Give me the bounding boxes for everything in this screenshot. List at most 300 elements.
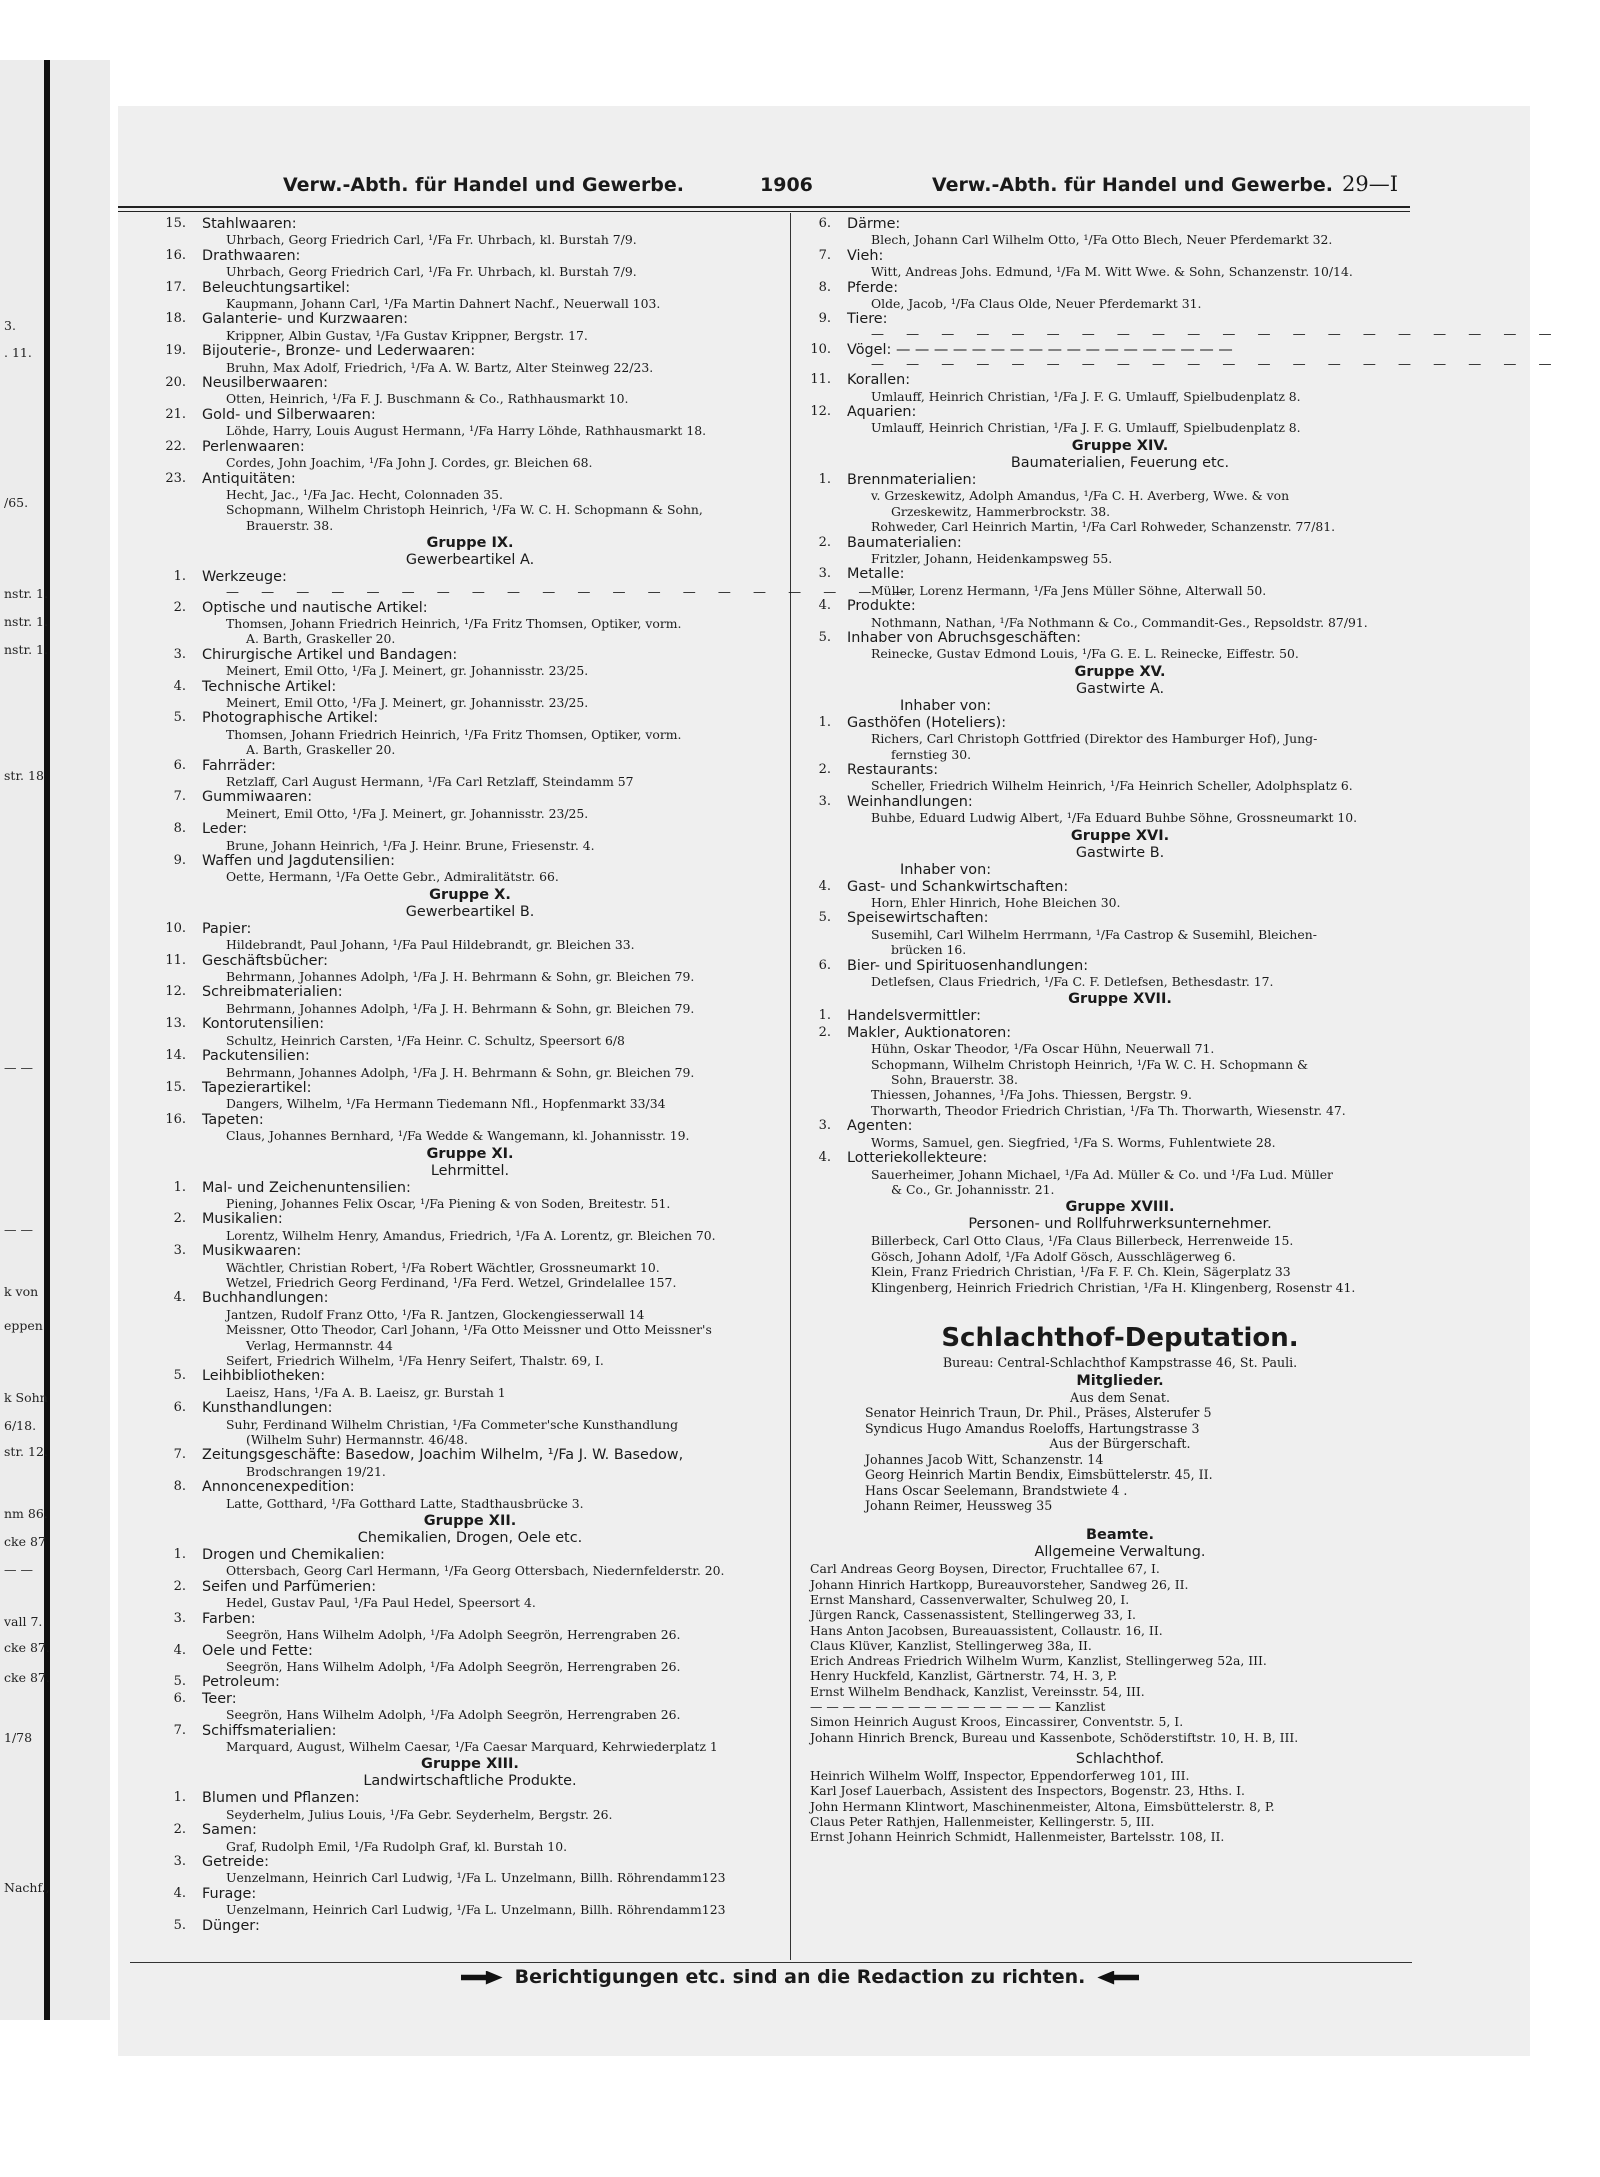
category-label: Kontorutensilien: — [202, 1016, 325, 1033]
category-number: 11. — [165, 952, 186, 968]
left-category — [160, 407, 780, 423]
right-category — [805, 472, 1435, 488]
category-label: Oele und Fette: — [202, 1642, 313, 1659]
category-number: 6. — [818, 216, 831, 231]
category-number: 18. — [165, 311, 186, 327]
left-category — [160, 1048, 780, 1064]
right-entry: v. Grzeskewitz, Adolph Amandus, ¹/Fa C. H. Averberg, Wwe. & von — [871, 488, 1290, 504]
right-entry: Rohweder, Carl Heinrich Martin, ¹/Fa Carl Rohweder, Schanzenstr. 77/81. — [871, 519, 1336, 535]
left-entry: Ottersbach, Georg Carl Hermann, ¹/Fa Georg Ottersbach, Niedernfelderstr. 20. — [226, 1563, 725, 1579]
category-label: Antiquitäten: — [202, 470, 296, 487]
category-label: Tapeten: — [202, 1111, 264, 1128]
right-entry: Umlauff, Heinrich Christian, ¹/Fa J. F. G. Umlauff, Spielbudenplatz 8. — [871, 420, 1301, 436]
category-label: Farben: — [202, 1610, 256, 1627]
right-entry-continued: & Co., Gr. Johannisstr. 21. — [891, 1181, 1055, 1197]
category-number: 1. — [173, 569, 186, 585]
right-column-list — [805, 216, 1561, 1295]
left-category — [160, 1290, 780, 1306]
left-entry-continued: A. Barth, Graskeller 20. — [246, 631, 396, 647]
right-category — [805, 535, 1435, 551]
category-label: Werkzeuge: — [202, 569, 287, 586]
category-number: 17. — [165, 279, 186, 295]
category-number: 1. — [818, 471, 831, 487]
verwaltung-person: Simon Heinrich August Kroos, Eincassirer, Conventstr. 5, I. — [810, 1714, 1184, 1730]
left-empty-dashes: — — — — — — — — — — — — — — — — — — — — — [226, 584, 916, 600]
category-number: 10. — [165, 920, 186, 936]
buerger-member: Johann Reimer, Heussweg 35 — [865, 1497, 1053, 1513]
allg-verwaltung-label: Allgemeine Verwaltung. — [1034, 1544, 1206, 1561]
left-category — [160, 1579, 780, 1595]
senat-list — [805, 1405, 1435, 1436]
category-label: Aquarien: — [847, 404, 917, 421]
category-number: 6. — [173, 1400, 186, 1416]
verwaltung-person: Hans Anton Jacobsen, Bureauassistent, Collaustr. 16, II. — [810, 1622, 1163, 1638]
category-label: Tiere: — [847, 311, 888, 328]
previous-page-fragment: cke 87. — [4, 1640, 50, 1655]
left-category — [160, 1112, 780, 1128]
category-number: 2. — [173, 599, 186, 615]
category-label: Musikwaaren: — [202, 1243, 302, 1260]
right-entry-continued: Sohn, Brauerstr. 38. — [891, 1072, 1018, 1088]
left-category — [160, 1547, 780, 1563]
right-category — [805, 342, 1435, 358]
right-entry: Susemihl, Carl Wilhelm Herrmann, ¹/Fa Castrop & Susemihl, Bleichen- — [871, 926, 1317, 942]
category-label: Schiffsmaterialien: — [202, 1722, 337, 1739]
category-number: 14. — [165, 1048, 186, 1064]
left-entry: Kaupmann, Johann Carl, ¹/Fa Martin Dahnert Nachf., Neuerwall 103. — [226, 296, 661, 312]
category-label: Papier: — [202, 920, 252, 937]
left-category — [160, 248, 780, 264]
category-number: 9. — [818, 311, 831, 327]
left-category — [160, 1918, 780, 1934]
right-group-heading: Gruppe XV. — [1074, 663, 1166, 680]
right-entry: Detlefsen, Claus Friedrich, ¹/Fa C. F. Detlefsen, Bethesdastr. 17. — [871, 974, 1274, 990]
left-category — [160, 710, 780, 726]
left-entry: Hecht, Jac., ¹/Fa Jac. Hecht, Colonnaden 35. — [226, 486, 503, 502]
category-label: Technische Artikel: — [202, 678, 337, 695]
category-label: Optische und nautische Artikel: — [202, 599, 428, 616]
right-empty-dashes: — — — — — — — — — — — — — — — — — — — — — [871, 357, 1561, 373]
category-label: Stahlwaaren: — [202, 216, 297, 232]
left-category — [160, 1368, 780, 1384]
previous-page-fragment: cke 87 — [4, 1534, 46, 1549]
left-entry: Claus, Johannes Bernhard, ¹/Fa Wedde & Wangemann, kl. Johannisstr. 19. — [226, 1128, 690, 1144]
left-entry: Thomsen, Johann Friedrich Heinrich, ¹/Fa Fritz Thomsen, Optiker, vorm. — [226, 726, 682, 742]
category-label: Furage: — [202, 1885, 257, 1902]
category-number: 19. — [165, 343, 186, 359]
left-entry: Behrmann, Johannes Adolph, ¹/Fa J. H. Behrmann & Sohn, gr. Bleichen 79. — [226, 969, 695, 985]
left-entry: Retzlaff, Carl August Hermann, ¹/Fa Carl Retzlaff, Steindamm 57 — [226, 774, 634, 789]
category-label: Leder: — [202, 821, 248, 838]
right-category — [805, 311, 1435, 327]
right-entry: Reinecke, Gustav Edmond Louis, ¹/Fa G. E. L. Reinecke, Eiffestr. 50. — [871, 646, 1299, 662]
left-entry: Wetzel, Friedrich Georg Ferdinand, ¹/Fa Ferd. Wetzel, Grindelallee 157. — [226, 1274, 677, 1290]
left-entry: Brune, Johann Heinrich, ¹/Fa J. Heinr. Brune, Friesenstr. 4. — [226, 837, 595, 853]
category-number: 5. — [173, 1368, 186, 1384]
right-entry: Müller, Lorenz Hermann, ¹/Fa Jens Müller Söhne, Alterwall 50. — [871, 582, 1267, 598]
left-category — [160, 921, 780, 937]
left-entry: Seyderhelm, Julius Louis, ¹/Fa Gebr. Seyderhelm, Bergstr. 26. — [226, 1806, 613, 1822]
category-label: Schreibmaterialien: — [202, 984, 343, 1001]
category-label: Bijouterie-, Bronze- und Lederwaaren: — [202, 343, 476, 360]
category-label: Handelsvermittler: — [847, 1008, 981, 1025]
category-number: 10. — [810, 341, 831, 357]
left-entry: Meinert, Emil Otto, ¹/Fa J. Meinert, gr. Johannisstr. 23/25. — [226, 805, 589, 821]
category-number: 2. — [818, 761, 831, 777]
left-group-heading: Gruppe IX. — [426, 535, 514, 552]
category-label: Gast- und Schankwirtschaften: — [847, 878, 1069, 895]
category-number: 15. — [165, 216, 186, 231]
left-entry: Thomsen, Johann Friedrich Heinrich, ¹/Fa Fritz Thomsen, Optiker, vorm. — [226, 615, 682, 631]
category-label: Fahrräder: — [202, 757, 276, 774]
category-label: Leihbibliotheken: — [202, 1368, 326, 1385]
category-number: 3. — [818, 1118, 831, 1134]
previous-page-fragment: str. 12. — [4, 1444, 48, 1459]
right-category — [805, 1150, 1435, 1166]
category-number: 7. — [173, 789, 186, 805]
header-year: 1906 — [760, 174, 813, 196]
right-group-subtitle: Gastwirte B. — [1075, 844, 1165, 861]
right-category — [805, 879, 1435, 895]
left-category — [160, 647, 780, 663]
left-entry: Seegrön, Hans Wilhelm Adolph, ¹/Fa Adolph Seegrön, Herrengraben 26. — [226, 1658, 681, 1674]
left-group-subtitle: Lehrmittel. — [430, 1162, 510, 1179]
previous-page-fragment: k Sohn — [4, 1390, 48, 1405]
category-number: 22. — [165, 438, 186, 454]
left-entry: Hildebrandt, Paul Johann, ¹/Fa Paul Hildebrandt, gr. Bleichen 33. — [226, 937, 635, 953]
left-group-subtitle: Gewerbeartikel B. — [405, 903, 535, 920]
category-label: Drogen und Chemikalien: — [202, 1547, 385, 1564]
left-entry: Dangers, Wilhelm, ¹/Fa Hermann Tiedemann Nfl., Hopfenmarkt 33/34 — [226, 1096, 666, 1112]
right-group-heading: Gruppe XVIII. — [1065, 1199, 1175, 1216]
verwaltung-person: Ernst Manshard, Cassenverwalter, Schulweg 20, I. — [810, 1591, 1130, 1607]
category-number: 7. — [173, 1447, 186, 1463]
right-entry-continued: fernstieg 30. — [891, 746, 972, 762]
previous-page-fragment: vall 7. — [4, 1614, 43, 1629]
category-number: 2. — [818, 1024, 831, 1040]
left-entry: Laeisz, Hans, ¹/Fa A. B. Laeisz, gr. Burstah 1 — [226, 1384, 506, 1400]
left-group-heading: Gruppe XIII. — [421, 1756, 519, 1773]
right-category — [805, 372, 1435, 388]
right-category — [805, 1025, 1435, 1041]
category-number: 16. — [165, 1111, 186, 1127]
category-label: Speisewirtschaften: — [847, 910, 989, 927]
left-entry: Schopmann, Wilhelm Christoph Heinrich, ¹/Fa W. C. H. Schopmann & Sohn, — [226, 502, 703, 518]
category-label: Packutensilien: — [202, 1048, 310, 1065]
left-entry-continued: Brauerstr. 38. — [246, 517, 334, 533]
category-label: Vieh: — [847, 247, 884, 264]
left-entry: Latte, Gotthard, ¹/Fa Gotthard Latte, Stadthausbrücke 3. — [226, 1495, 584, 1511]
left-entry: Jantzen, Rudolf Franz Otto, ¹/Fa R. Jantzen, Glockengiesserwall 14 — [226, 1306, 645, 1322]
previous-page-fragment: 1/78 — [4, 1730, 33, 1745]
right-entry: Buhbe, Eduard Ludwig Albert, ¹/Fa Eduard Buhbe Söhne, Grossneumarkt 10. — [871, 810, 1358, 826]
category-number: 15. — [165, 1079, 186, 1095]
left-entry: Bruhn, Max Adolf, Friedrich, ¹/Fa A. W. Bartz, Alter Steinweg 22/23. — [226, 359, 654, 375]
left-category — [160, 789, 780, 805]
category-label: Gasthöfen (Hoteliers): — [847, 714, 1007, 731]
left-group-subtitle: Landwirtschaftliche Produkte. — [363, 1773, 577, 1790]
category-number: 5. — [173, 1674, 186, 1690]
category-label: Geschäftsbücher: — [202, 952, 328, 969]
left-entry-continued: (Wilhelm Suhr) Hermannstr. 46/48. — [246, 1432, 468, 1448]
category-number: 20. — [165, 375, 186, 391]
buerger-label: Aus der Bürgerschaft. — [1049, 1436, 1191, 1452]
left-category — [160, 1447, 780, 1463]
category-label: Agenten: — [847, 1118, 913, 1135]
buerger-list — [805, 1452, 1435, 1514]
category-label: Baumaterialien: — [847, 534, 962, 551]
category-label: Getreide: — [202, 1853, 269, 1870]
left-category — [160, 1611, 780, 1627]
category-label: Musikalien: — [202, 1211, 283, 1228]
left-category — [160, 569, 780, 585]
category-label: Petroleum: — [202, 1674, 280, 1691]
pointing-hand-right-icon — [461, 1971, 503, 1985]
left-entry: Wächtler, Christian Robert, ¹/Fa Robert Wächtler, Grossneumarkt 10. — [226, 1259, 660, 1275]
binding-edge — [44, 60, 50, 2020]
schlachthof-person: John Hermann Klintwort, Maschinenmeister, Altona, Eimsbüttelerstr. 8, P. — [810, 1798, 1275, 1814]
right-category — [805, 248, 1435, 264]
category-number: 3. — [818, 566, 831, 582]
left-entry-continued: A. Barth, Graskeller 20. — [246, 742, 396, 758]
category-label: Mal- und Zeichenuntensilien: — [202, 1179, 411, 1196]
left-entry: Meinert, Emil Otto, ¹/Fa J. Meinert, gr. Johannisstr. 23/25. — [226, 694, 589, 710]
left-category — [160, 984, 780, 1000]
right-entry: Sauerheimer, Johann Michael, ¹/Fa Ad. Müller & Co. und ¹/Fa Lud. Müller — [871, 1166, 1333, 1182]
category-label: Blumen und Pflanzen: — [202, 1790, 360, 1807]
category-number: 16. — [165, 247, 186, 263]
left-entry: Meissner, Otto Theodor, Carl Johann, ¹/Fa Otto Meissner und Otto Meissner's — [226, 1322, 712, 1338]
category-label: Galanterie- und Kurzwaaren: — [202, 311, 409, 328]
previous-page-fragment: 3. — [4, 318, 16, 333]
senat-label: Aus dem Senat. — [1070, 1389, 1170, 1405]
category-label: Perlenwaaren: — [202, 438, 305, 455]
left-category — [160, 1016, 780, 1032]
left-entry: Marquard, August, Wilhelm Caesar, ¹/Fa Caesar Marquard, Kehrwiederplatz 1 — [226, 1738, 718, 1754]
category-number: 6. — [818, 957, 831, 973]
previous-page-fragment: nstr. 1. — [4, 614, 48, 629]
mitglieder-heading: Mitglieder. — [1076, 1372, 1164, 1389]
right-entry: Umlauff, Heinrich Christian, ¹/Fa J. F. G. Umlauff, Spielbudenplatz 8. — [871, 388, 1301, 404]
senat-member: Senator Heinrich Traun, Dr. Phil., Präses, Alsterufer 5 — [865, 1405, 1212, 1421]
previous-page-fragment: nm 86. — [4, 1506, 48, 1521]
schlachthof-section — [805, 1321, 1435, 1844]
left-category — [160, 1243, 780, 1259]
left-category — [160, 311, 780, 327]
category-label: Photographische Artikel: — [202, 710, 379, 727]
right-category — [805, 1118, 1435, 1134]
left-group-heading: Gruppe XI. — [426, 1145, 514, 1162]
category-number: 11. — [810, 372, 831, 388]
right-entry: Thorwarth, Theodor Friedrich Christian, ¹/Fa Th. Thorwarth, Wiesenstr. 47. — [871, 1102, 1346, 1118]
left-category — [160, 758, 780, 774]
category-number: 4. — [173, 1290, 186, 1306]
category-label: Teer: — [202, 1690, 237, 1707]
category-number: 2. — [173, 1211, 186, 1227]
previous-page-fragment: — — — [4, 1060, 33, 1075]
page-number: 29—I — [1342, 172, 1399, 196]
category-number: 4. — [818, 598, 831, 614]
right-entry: Richers, Carl Christoph Gottfried (Direktor des Hamburger Hof), Jung- — [871, 731, 1318, 747]
left-entry: Uhrbach, Georg Friedrich Carl, ¹/Fa Fr. Uhrbach, kl. Burstah 7/9. — [226, 232, 637, 248]
left-category — [160, 1886, 780, 1902]
previous-page-fragment: str. 18 — [4, 768, 44, 783]
category-label: Kunsthandlungen: — [202, 1400, 333, 1417]
category-label: Drathwaaren: — [202, 247, 301, 264]
right-entry: Horn, Ehler Hinrich, Hohe Bleichen 30. — [871, 895, 1121, 910]
category-number: 8. — [173, 821, 186, 837]
schlachthof-bureau: Bureau: Central-Schlachthof Kampstrasse 46, St. Pauli. — [942, 1354, 1298, 1370]
category-label: Waffen und Jagdutensilien: — [202, 853, 395, 870]
category-number: 13. — [165, 1016, 186, 1032]
right-group-subtitle: Personen- und Rollfuhrwerksunternehmer. — [968, 1216, 1272, 1233]
right-entry: Gösch, Johann Adolf, ¹/Fa Adolf Gösch, Ausschlägerweg 6. — [871, 1248, 1236, 1264]
left-category — [160, 1400, 780, 1416]
right-entry: Hühn, Oskar Theodor, ¹/Fa Oscar Hühn, Neuerwall 71. — [871, 1041, 1215, 1057]
right-category — [805, 1008, 1435, 1024]
previous-page-fragment: nstr. 1. — [4, 586, 48, 601]
category-number: 6. — [173, 757, 186, 773]
right-entry: Schopmann, Wilhelm Christoph Heinrich, ¹/Fa W. C. H. Schopmann & — [871, 1056, 1309, 1072]
category-label: Därme: — [847, 216, 901, 232]
left-entry-continued: Verlag, Hermannstr. 44 — [246, 1337, 393, 1353]
left-entry: Meinert, Emil Otto, ¹/Fa J. Meinert, gr. Johannisstr. 23/25. — [226, 663, 589, 679]
right-entry: Blech, Johann Carl Wilhelm Otto, ¹/Fa Otto Blech, Neuer Pferdemarkt 32. — [871, 232, 1333, 248]
left-entry: Cordes, John Joachim, ¹/Fa John J. Cordes, gr. Bleichen 68. — [226, 455, 593, 471]
category-number: 1. — [173, 1790, 186, 1806]
schlachthof-person: Claus Peter Rathjen, Hallenmeister, Kellingerstr. 5, III. — [810, 1813, 1155, 1829]
left-category — [160, 1790, 780, 1806]
left-category — [160, 471, 780, 487]
left-category — [160, 1479, 780, 1495]
footer-text: Berichtigungen etc. sind an die Redaction zu richten. — [514, 1966, 1086, 1988]
category-number: 2. — [173, 1822, 186, 1838]
schlachthof-person: Heinrich Wilhelm Wolff, Inspector, Eppendorferweg 101, III. — [810, 1767, 1190, 1783]
right-category — [805, 794, 1435, 810]
left-entry: Seegrön, Hans Wilhelm Adolph, ¹/Fa Adolph Seegrön, Herrengraben 26. — [226, 1627, 681, 1643]
right-category — [805, 566, 1435, 582]
previous-page-fragment: nstr. 1. — [4, 642, 48, 657]
category-label: Samen: — [202, 1822, 257, 1839]
right-category — [805, 598, 1435, 614]
verwaltung-person: — — — — — — — — — — — — — — — Kanzlist — [810, 1699, 1106, 1715]
category-label: Gold- und Silberwaaren: — [202, 406, 376, 423]
previous-page-fragment: 6/18. — [4, 1418, 37, 1433]
right-column — [805, 216, 1561, 1845]
right-inhaber-label: Inhaber von: — [900, 697, 992, 714]
previous-page-fragment: /65. — [4, 495, 29, 510]
category-number: 8. — [818, 279, 831, 295]
verwaltung-person: Erich Andreas Friedrich Wilhelm Wurm, Kanzlist, Stellingerweg 52a, III. — [810, 1653, 1267, 1669]
left-group-heading: Gruppe XII. — [423, 1513, 517, 1530]
right-entry: Scheller, Friedrich Wilhelm Heinrich, ¹/Fa Heinrich Scheller, Adolphsplatz 6. — [871, 778, 1353, 794]
previous-page-fragment: . 11. — [4, 345, 32, 360]
left-category — [160, 1674, 780, 1690]
verwaltung-person: Jürgen Ranck, Cassenassistent, Stellingerweg 33, I. — [810, 1607, 1136, 1623]
left-entry: Schultz, Heinrich Carsten, ¹/Fa Heinr. C. Schultz, Speersort 6/8 — [226, 1032, 625, 1048]
buerger-member: Georg Heinrich Martin Bendix, Eimsbüttelerstr. 45, II. — [865, 1467, 1213, 1483]
right-group-heading: Gruppe XVII. — [1068, 991, 1172, 1008]
category-label: Gummiwaaren: — [202, 789, 313, 806]
left-entry: Uenzelmann, Heinrich Carl Ludwig, ¹/Fa L. Unzelmann, Billh. Röhrendamm123 — [226, 1870, 726, 1886]
schlachthof-title: Schlachthof-Deputation. — [941, 1322, 1299, 1353]
left-entry: Seifert, Friedrich Wilhelm, ¹/Fa Henry Seifert, Thalstr. 69, I. — [226, 1353, 604, 1368]
bottom-rule — [130, 1962, 1412, 1963]
category-label: Makler, Auktionatoren: — [847, 1024, 1012, 1041]
verwaltung-person: Claus Klüver, Kanzlist, Stellingerweg 38a, II. — [810, 1637, 1092, 1653]
footer-notice — [0, 1966, 1600, 1988]
verwaltung-person: Carl Andreas Georg Boysen, Director, Fruchtallee 67, I. — [810, 1561, 1160, 1577]
category-number: 3. — [818, 793, 831, 809]
buerger-member: Hans Oscar Seelemann, Brandstwiete 4 . — [865, 1482, 1128, 1498]
left-category — [160, 953, 780, 969]
category-number: 2. — [818, 534, 831, 550]
category-number: 1. — [818, 1008, 831, 1024]
left-entry: Hedel, Gustav Paul, ¹/Fa Paul Hedel, Speersort 4. — [226, 1595, 536, 1611]
previous-page-fragment: — — — [4, 1562, 33, 1577]
verwaltung-person: Ernst Wilhelm Bendhack, Kanzlist, Vereinsstr. 54, III. — [810, 1683, 1145, 1699]
category-number: 8. — [173, 1479, 186, 1495]
left-entry: Uenzelmann, Heinrich Carl Ludwig, ¹/Fa L. Unzelmann, Billh. Röhrendamm123 — [226, 1902, 726, 1918]
category-number: 1. — [173, 1179, 186, 1195]
category-label: Metalle: — [847, 566, 905, 583]
category-number: 4. — [818, 878, 831, 894]
right-category — [805, 630, 1435, 646]
right-entry: Fritzler, Johann, Heidenkampsweg 55. — [871, 550, 1113, 566]
left-category — [160, 1080, 780, 1096]
right-group-subtitle: Baumaterialien, Feuerung etc. — [1010, 454, 1230, 471]
category-label: Tapezierartikel: — [202, 1079, 312, 1096]
schlachthof-staff-label: Schlachthof. — [1075, 1750, 1165, 1767]
column-divider — [790, 213, 791, 1960]
right-entry: Olde, Jacob, ¹/Fa Claus Olde, Neuer Pferdemarkt 31. — [871, 296, 1202, 312]
right-category — [805, 280, 1435, 296]
left-entry: Graf, Rudolph Emil, ¹/Fa Rudolph Graf, kl. Burstah 10. — [226, 1838, 568, 1854]
category-label: Vögel: — — — — — — — — — — — — — — — — — — — [847, 341, 1233, 358]
right-entry: Klingenberg, Heinrich Friedrich Christian, ¹/Fa H. Klingenberg, Rosenstr 41. — [871, 1279, 1356, 1295]
category-number: 7. — [173, 1722, 186, 1738]
header-right-title: Verw.-Abth. für Handel und Gewerbe. — [932, 174, 1334, 196]
category-number: 12. — [810, 404, 831, 420]
category-label: Seifen und Parfümerien: — [202, 1578, 377, 1595]
left-category — [160, 600, 780, 616]
left-entry: Otten, Heinrich, ¹/Fa F. J. Buschmann & Co., Rathhausmarkt 10. — [226, 391, 629, 407]
left-entry: Oette, Hermann, ¹/Fa Oette Gebr., Admiralitätstr. 66. — [226, 869, 559, 885]
previous-page-fragment: — — — [4, 1222, 33, 1237]
previous-page-fragment: cke 87. — [4, 1670, 50, 1685]
verwaltung-person: Johann Hinrich Brenck, Bureau und Kassenbote, Schöderstiftstr. 10, H. B, III. — [810, 1729, 1299, 1745]
left-category — [160, 1211, 780, 1227]
category-number: 5. — [818, 910, 831, 926]
right-entry-continued: Grzeskewitz, Hammerbrockstr. 38. — [891, 503, 1111, 519]
category-number: 3. — [173, 1610, 186, 1626]
header-rule — [118, 206, 1410, 212]
category-label: Zeitungsgeschäfte: Basedow, Joachim Wilhelm, ¹/Fa J. W. Basedow, — [202, 1447, 684, 1464]
left-entry-continued: Brodschrangen 19/21. — [246, 1463, 386, 1479]
category-number: 4. — [818, 1150, 831, 1166]
header-left-title: Verw.-Abth. für Handel und Gewerbe. — [283, 174, 685, 196]
left-entry: Suhr, Ferdinand Wilhelm Christian, ¹/Fa Commeter'sche Kunsthandlung — [226, 1416, 679, 1432]
left-entry: Krippner, Albin Gustav, ¹/Fa Gustav Krippner, Bergstr. 17. — [226, 327, 588, 343]
right-category — [805, 715, 1435, 731]
category-number: 21. — [165, 406, 186, 422]
category-label: Chirurgische Artikel und Bandagen: — [202, 646, 458, 663]
right-entry: Nothmann, Nathan, ¹/Fa Nothmann & Co., Commandit-Ges., Repsoldstr. 87/91. — [871, 614, 1368, 630]
left-group-heading: Gruppe X. — [429, 886, 511, 903]
category-number: 12. — [165, 984, 186, 1000]
left-group-subtitle: Chemikalien, Drogen, Oele etc. — [357, 1530, 583, 1547]
category-label: Beleuchtungsartikel: — [202, 279, 351, 296]
